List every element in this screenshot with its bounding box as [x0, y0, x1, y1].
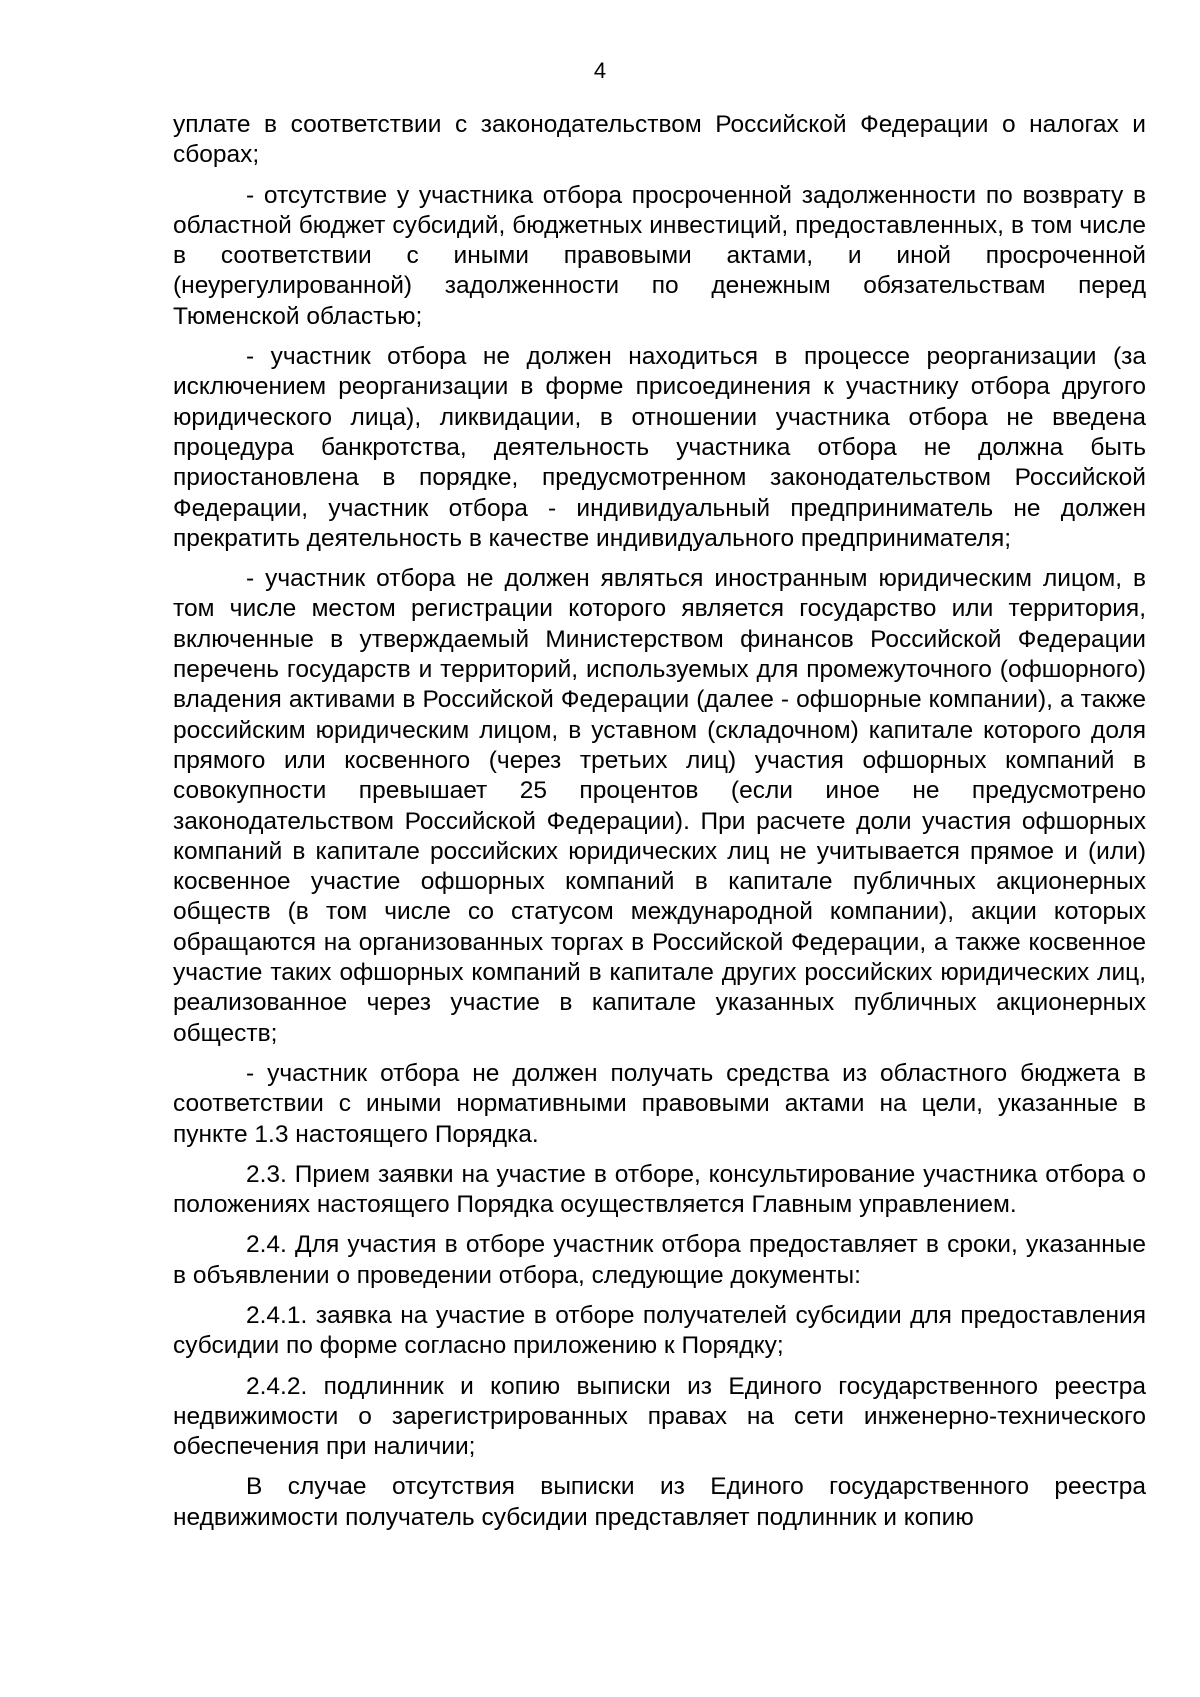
paragraph: - участник отбора не должен являться иностранным юридическим лицом, в том числе местом регистрации которого является государство или территория, включенные в утверждаемый Министерством финансов Российской Федерации перечень государств и территорий, используемых для промежуточного (офшорного) владения активами в Российской Федерации (далее - офшорные компании), а также российским юридическим лицом, в уставном (складочном) капитале которого доля прямого или косвенного (через третьих лиц) участия офшорных компаний в совокупности превышает 25 процентов (если иное не предусмотрено законодательством Российской Федерации). При расчете доли участия офшорных компаний в капитале российских юридических лиц не учитывается прямое и (или) косвенное участие офшорных компаний в капитале публичных акционерных обществ (в том числе со статусом международной компании), акции которых обращаются на организованных торгах в Российской Федерации, а также косвенное участие таких офшорных компаний в капитале других российских юридических лиц, реализованное через участие в капитале указанных публичных акционерных обществ; [173, 565, 1146, 1047]
document-body [173, 110, 1146, 1543]
paragraph: В случае отсутствия выписки из Единого государственного реестра недвижимости получатель субсидии представляет подлинник и копию [173, 1473, 1146, 1531]
paragraph: - участник отбора не должен находиться в процессе реорганизации (за исключением реорганизации в форме присоединения к участнику отбора другого юридического лица), ликвидации, в отношении участника отбора не введена процедура банкротства, деятельность участника отбора не должна быть приостановлена в порядке, предусмотренном законодательством Российской Федерации, участник отбора - индивидуальный предприниматель не должен прекратить деятельность в качестве индивидуального предпринимателя; [173, 343, 1146, 552]
page-number: 4 [593, 58, 607, 83]
paragraph: 2.3. Прием заявки на участие в отборе, консультирование участника отбора о положениях настоящего Порядка осуществляется Главным управлением. [173, 1160, 1146, 1219]
paragraph: - участник отбора не должен получать средства из областного бюджета в соответствии с иными нормативными правовыми актами на цели, указанные в пункте 1.3 настоящего Порядка. [173, 1059, 1146, 1148]
paragraph: уплате в соответствии с законодательством Российской Федерации о налогах и сборах; [173, 111, 1146, 169]
paragraph: 2.4.2. подлинник и копию выписки из Единого государственного реестра недвижимости о зарегистрированных правах на сети инженерно-технического обеспечения при наличии; [173, 1372, 1146, 1461]
paragraph: 2.4. Для участия в отборе участник отбора предоставляет в сроки, указанные в объявлении о проведении отбора, следующие документы: [173, 1231, 1146, 1289]
paragraph: 2.4.1. заявка на участие в отборе получателей субсидии для предоставления субсидии по форме согласно приложению к Порядку; [173, 1301, 1146, 1360]
paragraph: - отсутствие у участника отбора просроченной задолженности по возврату в областной бюджет субсидий, бюджетных инвестиций, предоставленных, в том числе в соответствии с иными правовыми актами, и иной просроченной (неурегулированной) задолженности по денежным обязательствам перед Тюменской областью; [173, 181, 1146, 330]
